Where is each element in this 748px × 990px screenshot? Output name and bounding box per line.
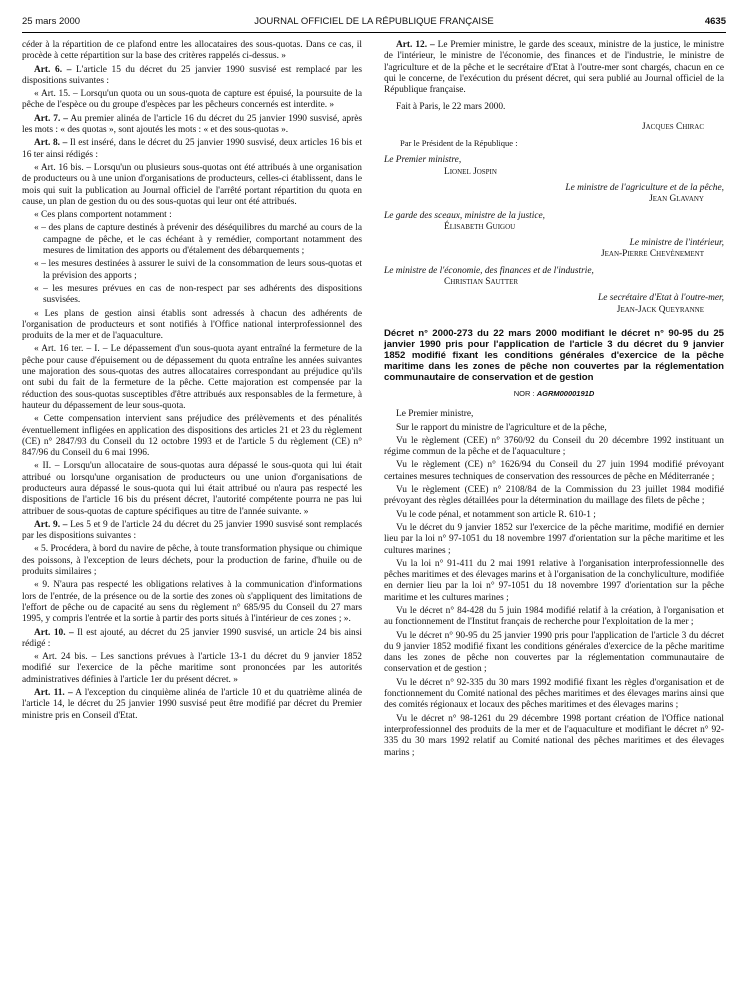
article-paragraph bbox=[22, 138, 362, 161]
article-paragraph bbox=[22, 114, 362, 137]
article-text: Il est inséré, dans le décret du 25 janvier 1990 susvisé, deux articles 16 bis et 16 ter ainsi rédigés : bbox=[22, 138, 362, 160]
visa-paragraph: Le Premier ministre, bbox=[396, 409, 474, 420]
signatory bbox=[384, 155, 724, 178]
nor-label: NOR : bbox=[513, 388, 535, 398]
article-text: Au premier alinéa de l'article 16 du décret du 25 janvier 1990 susvisé, après les mots : « des quotas », sont ajoutés les mots : « et des sous-quotas ». bbox=[22, 113, 363, 136]
signatory bbox=[384, 122, 724, 133]
text-paragraph: « Cette compensation intervient sans préjudice des prélèvements et des pénalités éventuellement infligées en application des dispositions des articles 21 et 23 du règlement (CE) n° 2847/93 du Conseil du 12 octobre 1993 et de l'article 5 du règlement (CE) n° 847/96 du Conseil du 6 mai 1996. bbox=[22, 414, 362, 459]
signatory bbox=[384, 266, 724, 289]
article-paragraph bbox=[22, 688, 362, 722]
signatory-role: Le Premier ministre, bbox=[384, 155, 462, 166]
signatory-name: Jacques Chirac bbox=[641, 121, 704, 132]
signatory-name: Christian Sautter bbox=[444, 277, 519, 288]
signatory-role: Le secrétaire d'Etat à l'outre-mer, bbox=[598, 293, 724, 304]
visa-paragraph: Vu le décret n° 90-95 du 25 janvier 1990 pris pour l'application de l'article 3 du décret du 9 janvier 1852 modifié fixant les conditions générales d'exercice de la pêche maritime dans les zones de pêche non couvertes par la réglementation communautaire de conservation et de gestion ; bbox=[384, 630, 724, 675]
article-number: Art. 9. – bbox=[34, 519, 68, 530]
visa-paragraph: Vu le décret n° 92-335 du 30 mars 1992 modifié fixant les règles d'organisation et de fonctionnement du Comité national des pêches maritimes et des élevages marins ainsi que des comités régionaux et locaux des pêches maritimes et des élevages marins ; bbox=[384, 677, 724, 711]
article-number: Art. 6. – bbox=[34, 64, 72, 75]
left-column bbox=[22, 40, 362, 724]
signatory bbox=[384, 138, 724, 150]
visa-paragraph: Vu le règlement (CE) n° 1626/94 du Conseil du 27 juin 1994 modifié prévoyant certaines mesures techniques de conservation des ressources de pêche en Méditerranée ; bbox=[384, 460, 724, 482]
signatory-name: Jean-Pierre Chevènement bbox=[600, 249, 704, 260]
text-paragraph: Fait à Paris, le 22 mars 2000. bbox=[396, 102, 506, 113]
article-number: Art. 11. – bbox=[34, 688, 73, 699]
article-number: Art. 12. – bbox=[396, 40, 435, 50]
visa-paragraph: Vu le règlement (CEE) n° 2108/84 de la Commission du 23 juillet 1984 modifié prévoyant des règles détaillées pour la détermination du maillage des filets de pêche ; bbox=[384, 485, 724, 507]
article-paragraph bbox=[22, 628, 362, 651]
signatory-role: Le ministre de l'agriculture et de la pêche, bbox=[565, 182, 724, 193]
signatory bbox=[384, 293, 724, 316]
text-paragraph: « Art. 16 bis. – Lorsqu'un ou plusieurs sous-quotas ont été attribués à une organisation de producteurs ou à une union d'organisations de producteurs, celles-ci établissent, dans le mois qui suit la publication au Journal officiel de l'arrêté portant répartition du quota en cause, un plan de gestion du ou des sous-quotas qui leur ont été attribués. bbox=[22, 162, 362, 207]
text-paragraph: « Art. 16 ter. – I. – Le dépassement d'un sous-quota ayant entraîné la fermeture de la pêche pour cause d'épuisement ou de dépassement du quota entraîne les années suivantes une majoration des sous-quotas des autres allocataires correspondant au préjudice qu'ils ont subi du fait de la fermeture de la pêche. Cette majoration est compensée par la réduction des sous-quotas susceptibles d'être attribués aux responsables de la fermeture, à hauteur du dépassement de leur sous-quota. bbox=[22, 344, 362, 411]
visa-paragraph: Vu le décret n° 98-1261 du 29 décembre 1998 portant création de l'Office national interprofessionnel des produits de la mer et de l'aquaculture et modifiant le décret n° 92-335 du 30 mars 1992 relatif au Comité national des pêches maritimes et des élevages marins ; bbox=[384, 713, 724, 758]
signatory bbox=[384, 238, 724, 261]
article-text: Le Premier ministre, le garde des sceaux, ministre de la justice, le ministre de l'intérieur, le ministre de l'économie, des finances et de l'industrie, le ministre de l'agriculture et de la pêche et le secrétaire d'Etat à l'outre-mer sont chargés, chacun en ce qui le concerne, de l'exécution du présent décret, qui sera publié au Journal officiel de la République française. bbox=[384, 40, 724, 96]
right-column bbox=[384, 40, 724, 761]
article-text: Les 5 et 9 de l'article 24 du décret du 25 janvier 1990 susvisé sont remplacés par les dispositions suivantes : bbox=[22, 519, 362, 542]
text-paragraph: « 9. N'aura pas respecté les obligations relatives à la communication d'informations lors de l'entrée, de la présence ou de la sortie des zones où s'appliquent des limitations de l'effort de pêche ou de capacité au sens du règlement n° 685/95 du Conseil du 27 mars 1995, y compris l'entrée et la sortie à partir des ports situés à l'intérieur de ces zones ; ». bbox=[22, 580, 362, 625]
article-text: L'article 15 du décret du 25 janvier 1990 susvisé est remplacé par les dispositions suivantes : bbox=[22, 64, 362, 86]
signatory-name: Jean-Jack Queyranne bbox=[616, 304, 704, 315]
visa-paragraph: Vu le code pénal, et notamment son article R. 610-1 ; bbox=[396, 509, 596, 520]
signatory bbox=[384, 183, 724, 206]
article-paragraph bbox=[22, 65, 362, 88]
signature-block bbox=[384, 122, 724, 316]
text-paragraph: « – les mesures prévues en cas de non-respect par ses adhérents des dispositions susvisées. bbox=[34, 283, 362, 306]
header-title: JOURNAL OFFICIEL DE LA RÉPUBLIQUE FRANÇAISE bbox=[254, 16, 494, 27]
article-paragraph bbox=[22, 520, 362, 543]
nor-reference bbox=[384, 388, 724, 399]
signatory-role: Le garde des sceaux, ministre de la justice, bbox=[384, 210, 545, 221]
text-paragraph: « 5. Procédera, à bord du navire de pêche, à toute transformation physique ou chimique des poissons, à l'exception de leurs déchets, pour la production de farine, d'huile ou de produits similaires ; bbox=[22, 544, 362, 578]
page-header bbox=[22, 14, 726, 33]
visa-paragraph: Vu le règlement (CEE) n° 3760/92 du Conseil du 20 décembre 1992 instituant un régime commun de la pêche et de l'aquaculture ; bbox=[384, 435, 724, 458]
signatory bbox=[384, 211, 724, 234]
header-page-number: 4635 bbox=[704, 16, 726, 27]
text-paragraph: « Art. 24 bis. – Les sanctions prévues à l'article 13-1 du décret du 9 janvier 1852 modifié sur l'exercice de la pêche maritime sont prononcées par les autorités administratives définies à l'article 1er du présent décret. » bbox=[22, 652, 362, 685]
signatory-role: Le ministre de l'intérieur, bbox=[629, 238, 724, 249]
text-paragraph: « – des plans de capture destinés à prévenir des déséquilibres du marché au cours de la campagne de pêche, et le cas échéant à y remédier, comportant notamment des mesures de limitation des apports ou d'étalement des débarquements ; bbox=[34, 223, 362, 257]
nor-code: AGRM0000191D bbox=[536, 388, 595, 398]
article-number: Art. 7. – bbox=[34, 113, 68, 124]
signatory-role: Le ministre de l'économie, des finances et de l'industrie, bbox=[384, 265, 594, 276]
text-paragraph: « Art. 15. – Lorsqu'un quota ou un sous-quota de capture est épuisé, la poursuite de la pêche de l'espèce ou du groupe d'espèces par les pêcheurs concernés est interdite. » bbox=[22, 89, 362, 111]
decree-visas bbox=[384, 409, 724, 759]
signatory-name: Lionel Jospin bbox=[444, 166, 497, 177]
header-date: 25 mars 2000 bbox=[22, 16, 81, 27]
signatory-name: Élisabeth Guigou bbox=[444, 221, 516, 232]
signature-preamble: Par le Président de la République : bbox=[400, 138, 518, 149]
text-paragraph: « – les mesures destinées à assurer le suivi de la consommation de leurs sous-quotas et la prévision des apports ; bbox=[34, 259, 362, 281]
signatory-name: Jean Glavany bbox=[649, 194, 704, 205]
article-12-block bbox=[384, 40, 724, 114]
article-number: Art. 10. – bbox=[34, 627, 74, 638]
visa-paragraph: Vu la loi n° 91-411 du 2 mai 1991 relative à l'organisation interprofessionnelle des pêches maritimes et des élevages marins et à l'organisation de la conchyliculture, modifiée en dernier lieu par la loi n° 97-1051 du 18 novembre 1997 d'orientation sur la pêche maritime et les cultures marines ; bbox=[384, 558, 724, 603]
article-paragraph bbox=[384, 40, 724, 96]
text-paragraph: céder à la répartition de ce plafond entre les allocataires des sous-quotas. Dans ce cas, il procède à cette répartition sur la base des critères rappelés ci-dessus. » bbox=[22, 40, 362, 62]
text-paragraph: « II. – Lorsqu'un allocataire de sous-quotas aura dépassé le sous-quota qui lui était attribué ou lorsqu'une organisation de producteurs ou une union d'organisations de producteurs aura dépassé le sous-quota qui lui était attribué ou n'aura pas respecté les dispositions de l'article 16 bis du présent décret, l'autorité compétente pourra ne pas lui attribuer de sous-quotas de capture spécifiques au titre de l'année suivante. » bbox=[22, 461, 362, 517]
text-paragraph: « Les plans de gestion ainsi établis sont adressés à chacun des adhérents de l'organisation de producteurs et sont notifiés à l'Office national interprofessionnel des produits de la mer et de l'aquaculture. bbox=[22, 308, 362, 342]
article-number: Art. 8. – bbox=[34, 138, 68, 149]
visa-paragraph: Vu le décret n° 84-428 du 5 juin 1984 modifié relatif à la création, à l'organisation et au fonctionnement de l'Institut français de recherche pour l'exploitation de la mer ; bbox=[384, 605, 724, 628]
decree-title: Décret n° 2000-273 du 22 mars 2000 modifiant le décret n° 90-95 du 25 janvier 1990 pris pour l'application de l'article 3 du décret du 9 janvier 1852 modifié fixant les conditions générales d'exercice de la pêche maritime dans les zones de pêche non couvertes par la réglementation communautaire de conservation et de gestion bbox=[384, 327, 724, 383]
visa-paragraph: Sur le rapport du ministre de l'agriculture et de la pêche, bbox=[396, 422, 607, 433]
article-text: Il est ajouté, au décret du 25 janvier 1990 susvisé, un article 24 bis ainsi rédigé : bbox=[22, 627, 362, 649]
text-paragraph: « Ces plans comportent notamment : bbox=[34, 210, 172, 221]
article-text: A l'exception du cinquième alinéa de l'article 10 et du quatrième alinéa de l'article 14, le décret du 25 janvier 1990 susvisé peut être modifié par décret du Premier ministre pris en Conseil d'Etat. bbox=[22, 688, 362, 721]
visa-paragraph: Vu le décret du 9 janvier 1852 sur l'exercice de la pêche maritime, modifié en dernier lieu par la loi n° 97-1051 du 18 novembre 1997 d'orientation sur la pêche maritime et les cultures marines ; bbox=[384, 522, 724, 556]
